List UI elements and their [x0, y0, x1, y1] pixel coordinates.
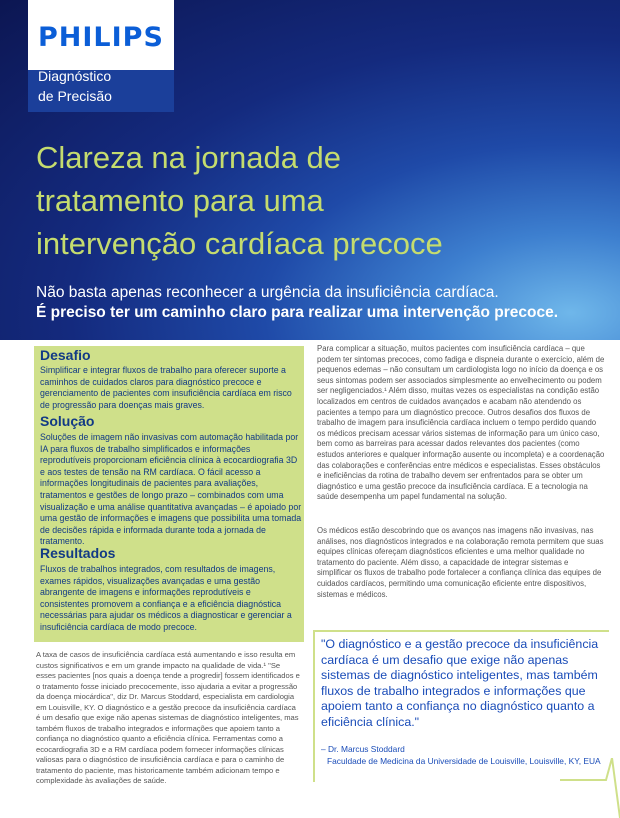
desafio-text: Simplificar e integrar fluxos de trabalho para oferecer suporte a caminhos de cuidados claros para diagnóstico precoce e gerenciamento de pacientes com insuficiência cardíaca em risco de progressão para doenças mais graves.: [40, 365, 292, 410]
right-body-paragraph-2: Os médicos estão descobrindo que os avanços nas imagens não invasivas, nas análises, nos diagnósticos integrados e na colaboração remota permitem que suas equipes clínicas ofereçam diagnósticos eficientes e uma melhor qualidade no tratamento do paciente. Além disso, a capacidade de integrar sistemas e simplificar os fluxos de trabalho pode fortalecer a confiança clínica das equipes de cuidados cardíacos, permitindo uma comunicação eficiente entre dispositivos, sistemas e médicos.: [317, 526, 604, 599]
page-title: [36, 136, 596, 265]
quote-affiliation: Faculdade de Medicina da Universidade de Louisville, Louisville, KY, EUA: [327, 756, 601, 766]
brand-sub-line1: Diagnóstico: [38, 68, 112, 84]
subtitle-line-1: Não basta apenas reconhecer a urgência da insuficiência cardíaca.: [36, 284, 499, 301]
title-line-1: Clareza na jornada de: [36, 140, 342, 175]
left-body-paragraph: A taxa de casos de insuficiência cardíaca está aumentando e isso resulta em custos significativos e em um grande impacto na qualidade de vida.¹ "Se esses pacientes [nos quais a doença tende a progredir] fossem identificados e o tratamento fosse iniciado precocemente, isso ajudaria a evitar a progressão da doença miocárdica", diz Dr. Marcus Stoddard, especialista em cardiologia em Louisville, KY. O diagnóstico e a gestão precoce da insuficiência cardíaca é um desafio que exige não apenas sistemas de diagnóstico inteligentes, mas também fluxos de trabalho integrados e informações que apoiem tanto a confiança no diagnóstico quanto a eficiência clínica. Ferramentas como a ecocardiografia 3D e a RM cardíaca podem fornecer informações clínicas valiosas para o diagnóstico de insuficiência cardíaca e para o caminho de tratamento do paciente, mas historicamente também adicionam tempo e complexidade às avaliações de saúde.: [36, 650, 300, 785]
desafio-heading: Desafio: [40, 347, 91, 363]
philips-logo: PHILIPS: [38, 22, 164, 53]
title-line-3: intervenção cardíaca precoce: [36, 226, 443, 261]
quote-text: "O diagnóstico e a gestão precoce da insuficiência cardíaca é um desafio que exige não apenas sistemas de diagnóstico inteligentes, mas também fluxos de trabalho integrados e informações que apoiem tanto a confiança no diagnóstico quanto a eficiência clínica.": [321, 637, 599, 729]
summary-box: [34, 346, 304, 642]
solucao-heading: Solução: [40, 413, 95, 429]
resultados-text: Fluxos de trabalhos integrados, com resultados de imagens, exames rápidos, visualizações avançadas e uma gestão abrangente de imagens e informações reprodutíveis e consistentes promovem a confiança e a eficiência diagnóstica necessárias para ajudar os médicos a diagnosticar e gerenciar a insuficiência cardíaca de modo precoce.: [40, 564, 292, 632]
resultados-heading: Resultados: [40, 545, 116, 561]
subtitle-line-2: É preciso ter um caminho claro para realizar uma intervenção precoce.: [36, 304, 559, 321]
solucao-text: Soluções de imagem não invasivas com automação habilitada por IA para fluxos de trabalho simplificados e informações reprodutíveis proporcionam eficiência clínica à ecocardiografia 3D e aos testes de tensão na RM cardíaca. O fácil acesso a informações longitudinais de pacientes para avaliações, tratamentos e gestões de longo prazo – combinados com uma visualização e uma análise quantitativa avançadas – é apoiado por uma gestão de informações e imagens que possibilita uma tomada de decisões rápida e informada durante toda a jornada de tratamento.: [40, 432, 302, 547]
quote-corner-decoration: [560, 758, 620, 818]
brand-sub-line2: de Precisão: [38, 88, 112, 104]
right-body-paragraph-1: Para complicar a situação, muitos pacientes com insuficiência cardíaca – que podem ter sintomas precoces, como fadiga e dispneia durante o exercício, além de pequenos edemas – não consultam um cardiologista logo no início da doença e os seus sintomas podem ser associados simplesmente ao envelhecimento ou podem ser negligenciados.¹ Além disso, muitas vezes os especialistas na condição estão localizados em centros de cuidados avançados e acabam não atendendo os pacientes a tempo para um diagnóstico precoce. Outros desafios dos fluxos de trabalho de imagem para insuficiência cardíaca incluem o tempo perdido quando os médicos precisam acessar vários sistemas de informação para um único caso, bem como as barreiras para acessar dados relevantes dos pacientes (como estudos anteriores e qualquer informação ausente ou incompleta) e a coordenação das colaborações e conferências entre médicos e especialistas. Esses obstáculos e ineficiências da rotina de trabalho devem ser enfrentados para se obter um diagnóstico e uma gestão precoce da insuficiência cardíaca. E a tecnologia na saúde desempenha um papel fundamental na solução.: [317, 344, 605, 502]
quote-author: – Dr. Marcus Stoddard: [321, 744, 405, 754]
title-line-2: tratamento para uma: [36, 183, 324, 218]
